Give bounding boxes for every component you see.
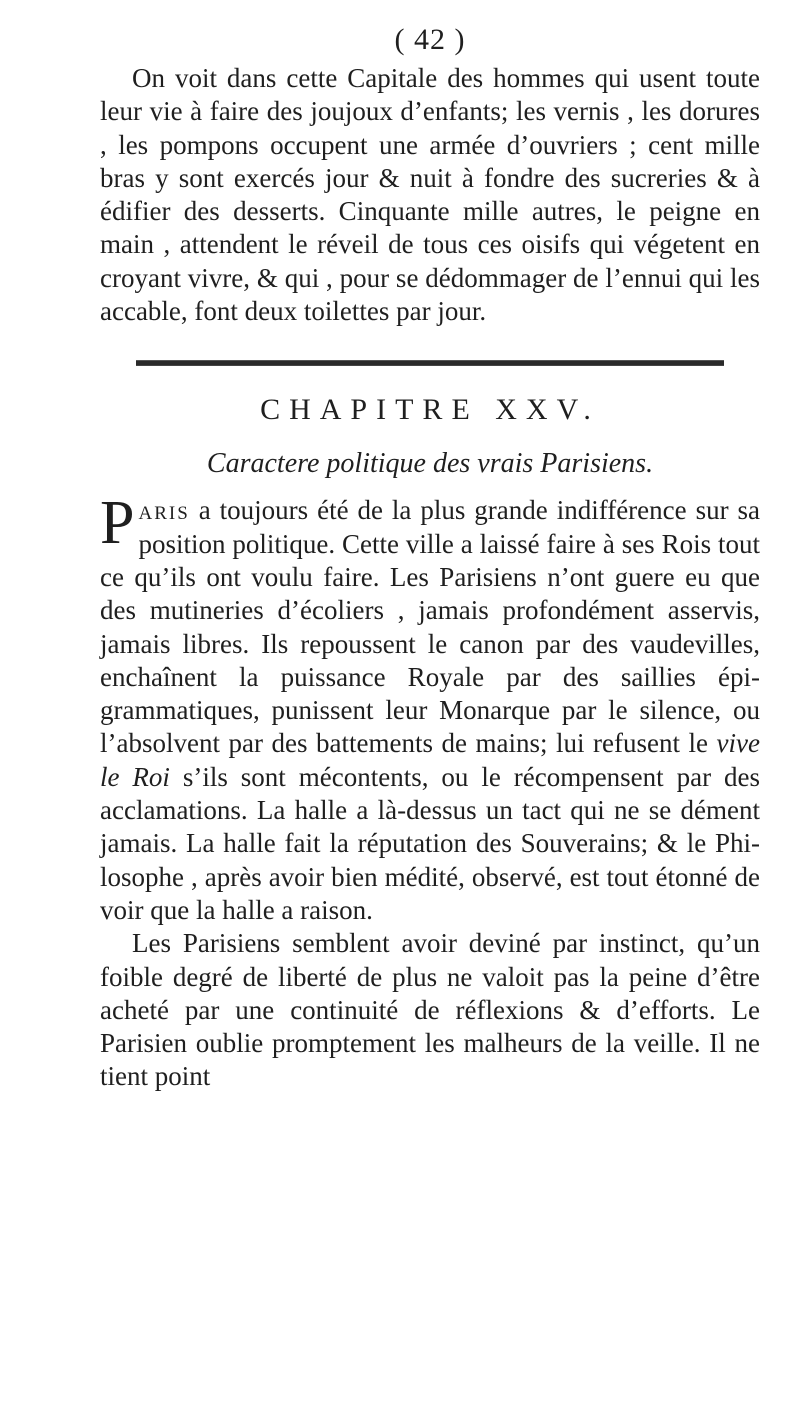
- chapter-subtitle: Caractere politique des vrais Parisiens.: [206, 448, 654, 480]
- paragraph-chapter-opening: [100, 489, 760, 927]
- paragraph-closing: Les Parisiens semblent avoir deviné par instinct, qu’un foible degré de liberté de plus ne valoit pas la peine d’être acheté par une continuité de réflexions & d’efforts. Le Parisien oublie promptement les malheurs de la veille. Il ne tient point: [100, 928, 760, 1092]
- chapter-divider: [136, 360, 724, 366]
- italic-phrase: vive le Roi: [100, 728, 760, 792]
- drop-cap: P: [100, 489, 135, 558]
- opening-word: aris: [138, 495, 190, 526]
- page-number: ( 42 ): [394, 23, 466, 56]
- book-page: [100, 20, 760, 1094]
- chapter-heading: CHAPITRE XXV.: [260, 393, 600, 427]
- paragraph-text: a toujours été de la plus grande indifférence sur sa position politique. Cette ville a laissé faire à ses Rois tout ce qu’ils ont voulu faire. Les Parisiens n’ont guere eu que des mutineries d’écoliers , jamais profondément asservis, jamais libres. Ils repoussent le canon par des vaudevilles, enchaînent la puissance Royale par des saillies épigrammatiques, punissent leur Monarque par le silence, ou l’absolvent par des battements de mains; lui refusent le: [100, 495, 760, 759]
- paragraph-intro: On voit dans cette Capitale des hommes qui usent toute leur vie à faire des joujoux d’enfants; les vernis , les dorures , les pompons occupent une armée d’ouvriers ; cent mille bras y sont exercés jour & nuit à fondre des sucreries & à édifier des desserts. Cinquante mille autres, le peigne en main , attendent le réveil de tous ces oisifs qui végetent en croyant vivre, & qui , pour se dédommager de l’ennui qui les accable, font deux toilettes par jour.: [100, 63, 760, 327]
- paragraph-text-end: s’ils sont mécontents, ou le récompensent par des acclamations. La halle a là-dessus un tact qui ne se dément jamais. La halle fait la réputation des Souverains; & le Philosophe , après avoir bien médité, observé, est tout étonné de voir que la halle a raison.: [100, 761, 760, 925]
